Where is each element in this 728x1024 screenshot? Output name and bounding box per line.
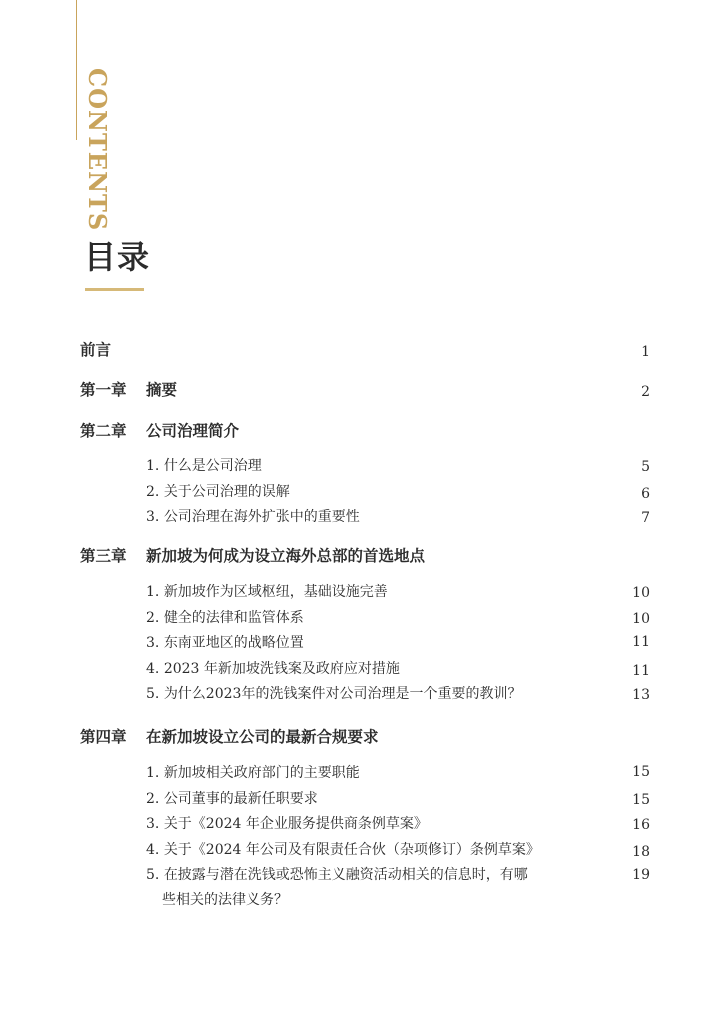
item-number: 3. bbox=[146, 509, 160, 525]
item-number: 4. bbox=[146, 661, 160, 677]
item-text: 公司董事的最新任职要求 bbox=[163, 791, 318, 807]
toc-page-number: 5 bbox=[641, 459, 650, 475]
toc-chapter-1[interactable] bbox=[80, 380, 177, 400]
toc-chapter-3[interactable] bbox=[80, 546, 425, 566]
toc-item[interactable] bbox=[146, 482, 290, 502]
toc-item[interactable] bbox=[146, 507, 360, 527]
toc-page-number: 1 bbox=[641, 344, 650, 360]
chapter-number: 第一章 bbox=[80, 380, 127, 399]
chapter-number: 第四章 bbox=[80, 727, 127, 746]
item-text: 新加坡相关政府部门的主要职能 bbox=[163, 765, 360, 781]
item-text: 关于公司治理的误解 bbox=[163, 484, 290, 500]
item-number: 3. bbox=[146, 635, 160, 651]
item-text: 2023 年新加坡洗钱案及政府应对措施 bbox=[163, 661, 400, 677]
toc-item[interactable] bbox=[146, 789, 318, 809]
toc-page-number: 2 bbox=[641, 384, 650, 400]
toc-page-number: 6 bbox=[641, 486, 650, 502]
toc-page-number: 18 bbox=[632, 844, 650, 860]
toc-page-number: 15 bbox=[632, 792, 650, 808]
item-number: 1. bbox=[146, 765, 160, 781]
item-text: 公司治理在海外扩张中的重要性 bbox=[163, 509, 360, 525]
item-text: 在披露与潜在洗钱或恐怖主义融资活动相关的信息时，有哪 bbox=[163, 867, 528, 883]
toc-item[interactable] bbox=[146, 456, 262, 476]
toc-page-number: 10 bbox=[632, 585, 650, 601]
item-text: 关于《2024 年企业服务提供商条例草案》 bbox=[163, 816, 428, 832]
contents-heading: CONTENTS bbox=[83, 68, 112, 232]
toc-item[interactable] bbox=[146, 840, 540, 860]
toc-item[interactable] bbox=[146, 763, 360, 783]
item-text: 什么是公司治理 bbox=[163, 458, 262, 474]
chapter-title: 公司治理简介 bbox=[146, 421, 240, 440]
chapter-number: 第二章 bbox=[80, 421, 127, 440]
item-number: 2. bbox=[146, 791, 160, 807]
item-text: 关于《2024 年公司及有限责任合伙（杂项修订）条例草案》 bbox=[163, 842, 540, 858]
toc-page-number: 11 bbox=[632, 663, 650, 679]
toc-chapter-4[interactable] bbox=[80, 727, 379, 747]
preface-label: 前言 bbox=[80, 340, 112, 359]
item-text: 新加坡作为区域枢纽，基础设施完善 bbox=[163, 584, 388, 600]
toc-page-number: 16 bbox=[632, 817, 650, 833]
chapter-title: 摘要 bbox=[146, 380, 178, 399]
toc-page-number: 19 bbox=[632, 867, 650, 883]
toc-item[interactable] bbox=[146, 633, 304, 653]
item-number: 1. bbox=[146, 458, 160, 474]
toc-page-number: 11 bbox=[632, 634, 650, 650]
item-number: 2. bbox=[146, 610, 160, 626]
item-number: 2. bbox=[146, 484, 160, 500]
toc-chapter-2[interactable] bbox=[80, 421, 239, 441]
decorative-vertical-line bbox=[76, 0, 77, 140]
toc-preface[interactable] bbox=[80, 340, 111, 360]
chapter-title: 新加坡为何成为设立海外总部的首选地点 bbox=[146, 546, 426, 565]
toc-page-number: 13 bbox=[632, 687, 650, 703]
toc-item[interactable] bbox=[146, 684, 521, 704]
chapter-number: 第三章 bbox=[80, 546, 127, 565]
toc-item[interactable] bbox=[146, 814, 428, 834]
item-number: 5. bbox=[146, 686, 160, 702]
page-title: 目录 bbox=[84, 238, 151, 276]
toc-item[interactable] bbox=[146, 865, 528, 885]
item-text: 东南亚地区的战略位置 bbox=[163, 635, 304, 651]
toc-item[interactable] bbox=[146, 608, 304, 628]
item-number: 3. bbox=[146, 816, 160, 832]
item-text: 健全的法律和监管体系 bbox=[163, 610, 304, 626]
item-number: 1. bbox=[146, 584, 160, 600]
item-text: 为什么2023年的洗钱案件对公司治理是一个重要的教训？ bbox=[163, 686, 522, 702]
title-underline bbox=[85, 288, 144, 291]
toc-page-number: 15 bbox=[632, 764, 650, 780]
item-number: 5. bbox=[146, 867, 160, 883]
toc-item[interactable] bbox=[146, 582, 388, 602]
chapter-title: 在新加坡设立公司的最新合规要求 bbox=[146, 727, 379, 746]
toc-item[interactable] bbox=[146, 659, 400, 679]
toc-item-continuation: 些相关的法律义务？ bbox=[162, 892, 288, 908]
toc-page-number: 10 bbox=[632, 611, 650, 627]
toc-page-number: 7 bbox=[641, 510, 650, 526]
item-number: 4. bbox=[146, 842, 160, 858]
